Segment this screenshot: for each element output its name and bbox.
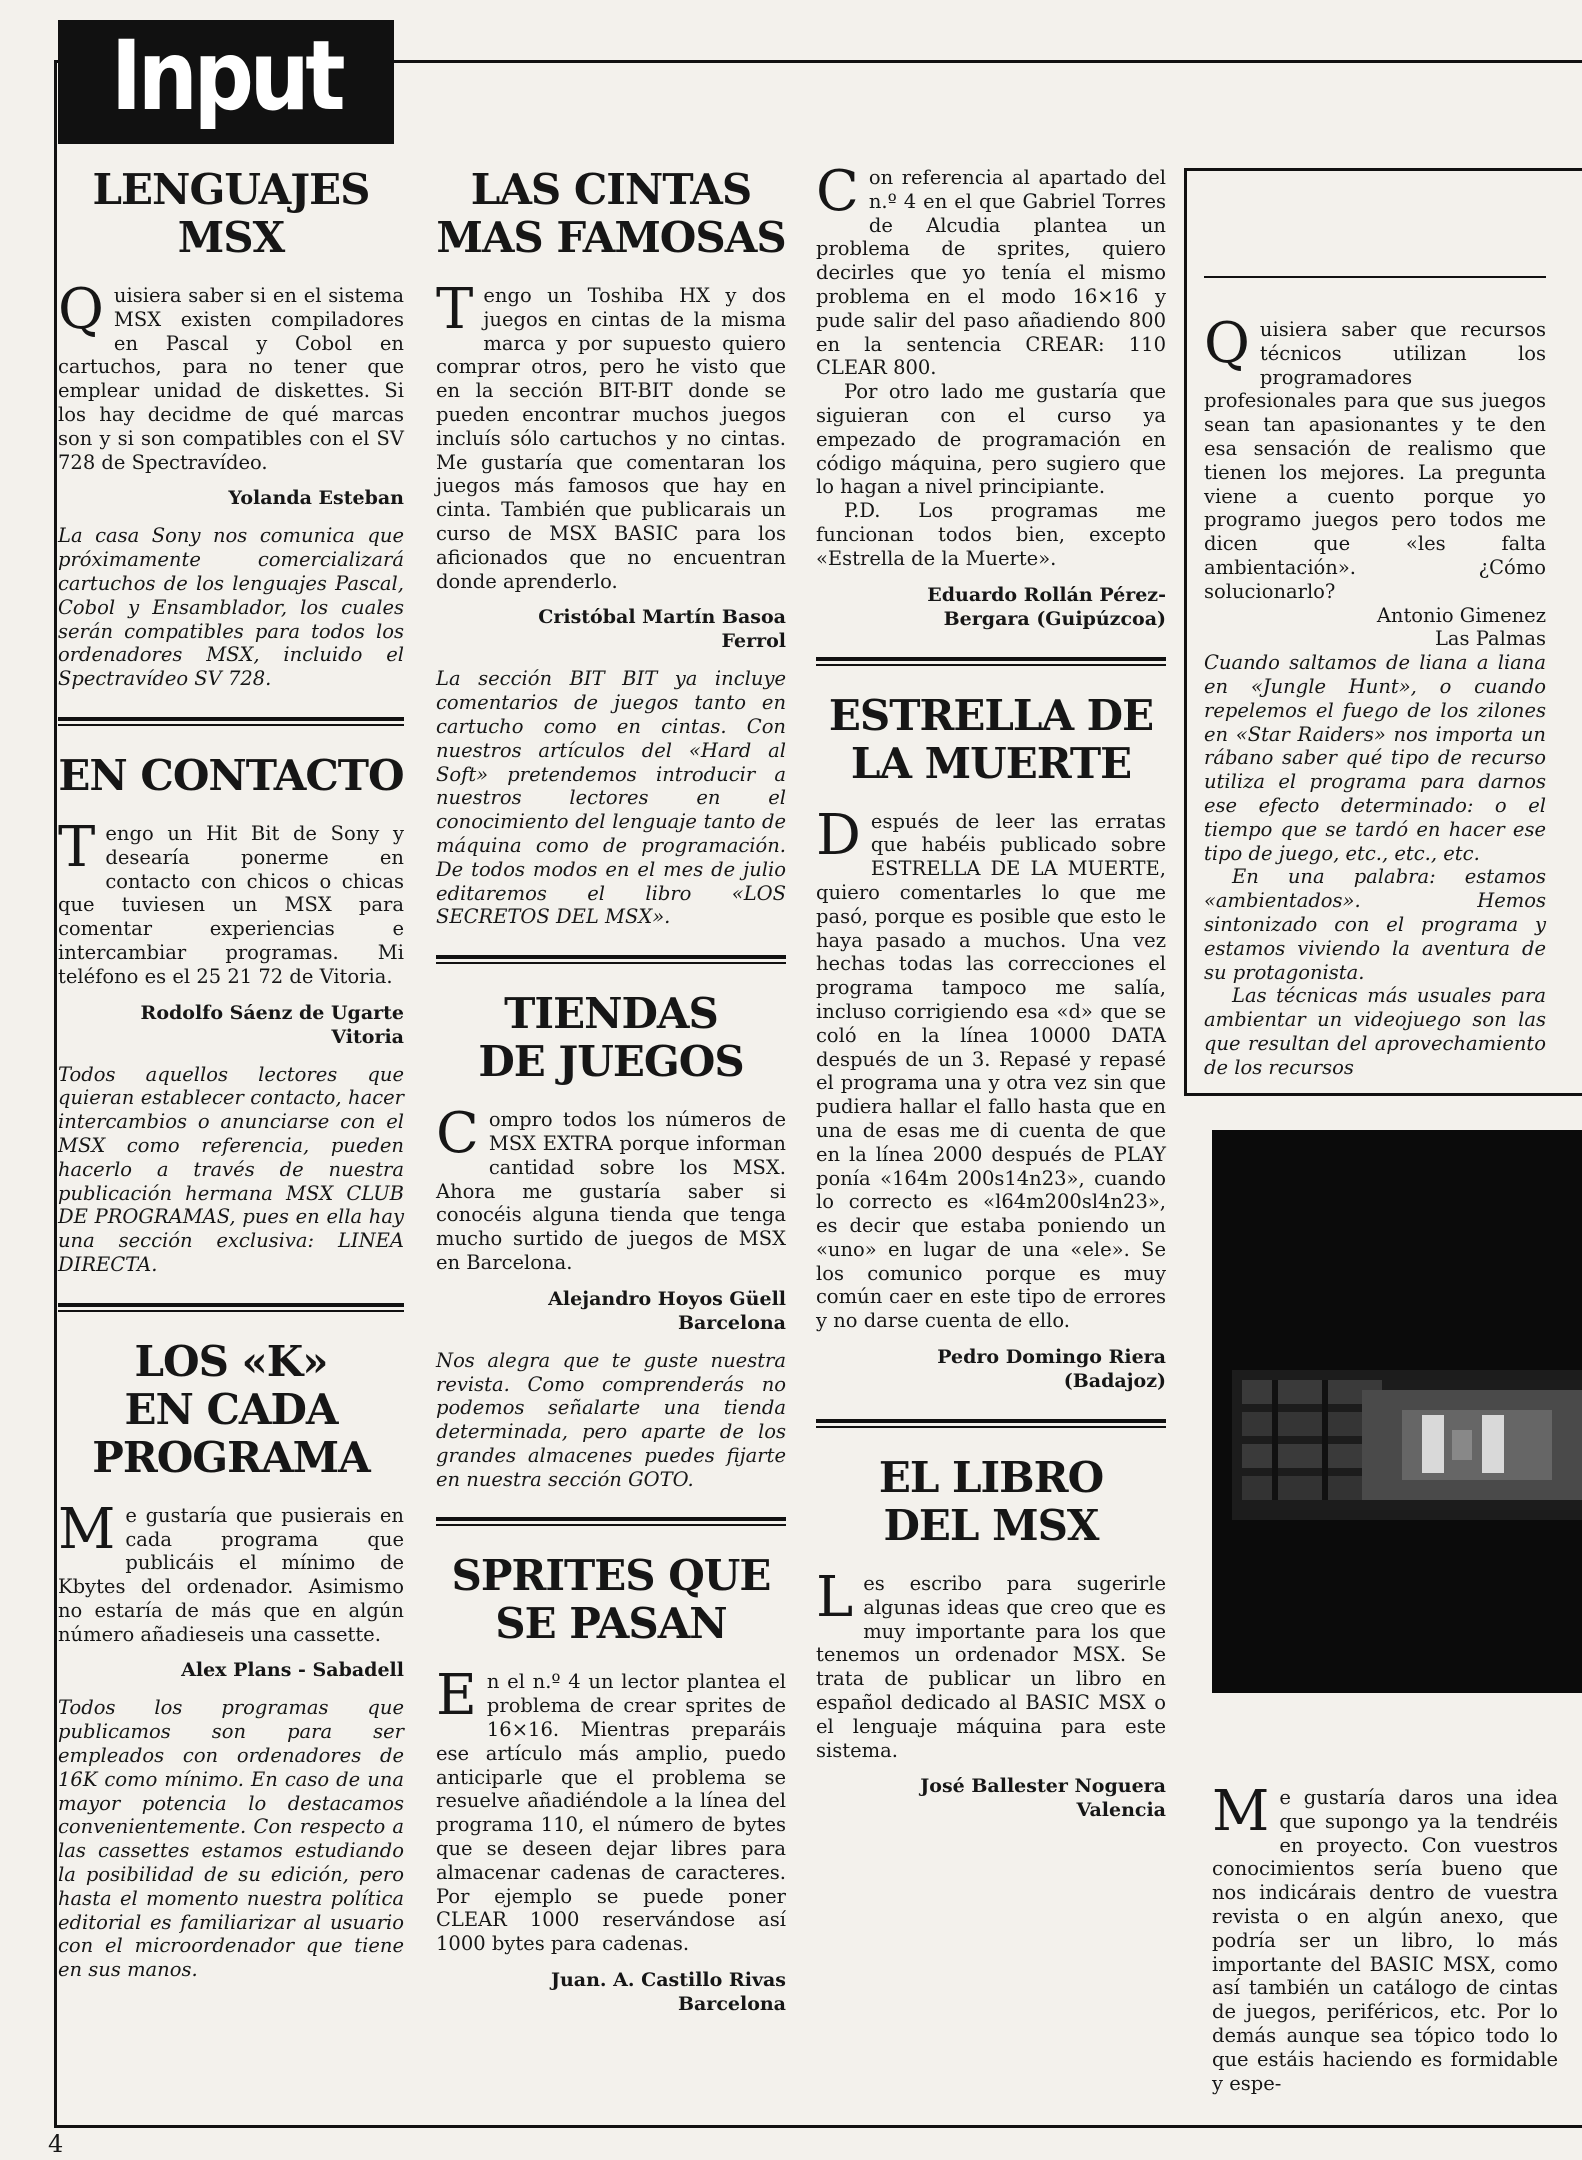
headline-estrella: ESTRELLA DE LA MUERTE	[828, 690, 1154, 788]
letter-body: Quisiera saber si en el sistema MSX existen compiladores en Pascal y Cobol en cartuchos, para no tener que emplear unidad de diskettes. Si los hay decidme de qué marcas son y si son compatibles con el SV 728 de Spectravídeo.	[58, 277, 404, 474]
column-4-bottom	[1212, 1779, 1558, 2095]
letter-signature: Yolanda Esteban	[228, 487, 404, 510]
letter-signature: Eduardo Rollán Pérez- Bergara (Guipúzcoa)	[927, 583, 1166, 630]
letter-body: Compro todos los números de MSX EXTRA porque informan cantidad sobre los MSX. Ahora me gustaría saber si conocéis alguna tienda que tenga mucho surtido de juegos de MSX en Barcelona.	[436, 1101, 786, 1274]
letter-signature: Pedro Domingo Riera (Badajoz)	[937, 1346, 1166, 1393]
section-divider	[58, 1303, 404, 1312]
letter-signature: José Ballester Noguera Valencia	[920, 1775, 1166, 1822]
letter-signature: Rodolfo Sáenz de Ugarte Vitoria	[140, 1001, 404, 1048]
headline-tiendas: TIENDAS DE JUEGOS	[478, 989, 744, 1087]
column-1	[58, 166, 404, 1982]
editor-reply-para: Las técnicas más usuales para ambientar un videojuego son las que resultan del aprovechamiento de los recursos	[1204, 984, 1546, 1079]
game-scene	[1212, 1130, 1582, 1693]
letter-body: Me gustaría que pusierais en cada programa que publicáis el mínimo de Kbytes del ordenador. Asimismo no estaría de más que en algún número añadieseis una cassette.	[58, 1496, 404, 1646]
letter-signature: Alejandro Hoyos Güell Barcelona	[548, 1287, 786, 1334]
letter-signature: Alex Plans - Sabadell	[181, 1659, 404, 1682]
headline-los-k: LOS «K» EN CADA PROGRAMA	[92, 1336, 370, 1482]
section-divider	[816, 657, 1166, 666]
letter-body: Me gustaría daros una idea que supongo ya la tendréis en proyecto. Con vuestros conocimientos sería bueno que nos indicárais dentro de vuestra revista o en algún anexo, que podría ser un libro, lo más importante del BASIC MSX, como así también un catálogo de cintas de juegos, periféricos, etc. Por lo demás aunque sea tópico todo lo que estáis haciendo es formidable y espe-	[1212, 1779, 1558, 2095]
headline-las-cintas: LAS CINTAS MAS FAMOSAS	[436, 165, 786, 262]
editor-reply-para: En una palabra: estamos «ambientados». Hemos sintonizado con el programa y estamos viviendo la aventura de su protagonista.	[1204, 865, 1546, 984]
headline-lenguajes-msx: LENGUAJES MSX	[92, 165, 370, 262]
headline-en-contacto: EN CONTACTO	[58, 750, 404, 800]
editor-reply: Nos alegra que te guste nuestra revista. Como comprenderás no podemos señalarte una tienda determinada, pero aparte de los grandes almacenes puedes fijarte en nuestra sección GOTO.	[436, 1348, 786, 1491]
page-number: 4	[48, 2130, 64, 2158]
editor-reply: La casa Sony nos comunica que próximamente comercializará cartuchos de los lenguajes Pascal, Cobol y Ensamblador, los cuales serán compatibles para todos los ordenadores MSX, incluido el Spectravídeo SV 728.	[58, 524, 404, 691]
editor-reply: La sección BIT BIT ya incluye comentarios de juegos tanto en cartucho como en cintas. Con nuestros artículos del «Hard al Soft» pretendemos introducir a nuestros lectores en el conocimiento del lenguaje tanto de máquina como de programación. De todos modos en el mes de julio editaremos el libro «LOS SECRETOS DEL MSX».	[436, 667, 786, 929]
section-divider	[816, 1419, 1166, 1428]
section-divider	[436, 955, 786, 964]
editor-reply: Todos aquellos lectores que quieran establecer contacto, hacer intercambios o anunciarse con el MSX como referencia, pueden hacerlo a través de nuestra publicación hermana MSX CLUB DE PROGRAMAS, pues en ella hay una sección exclusiva: LINEA DIRECTA.	[58, 1062, 404, 1276]
column-2	[436, 166, 786, 2030]
letter-body: Después de leer las erratas que habéis publicado sobre ESTRELLA DE LA MUERTE, quiero comentarles lo que me pasó, porque es posible que esto le haya pasado a muchos. Una vez hechas todas las correcciones el programa tampoco me salía, incluso corrigiendo esa «d» que se coló en la línea 10000 DATA después de un 3. Repasé y repasé el programa una y otra vez sin que pudiera hallar el fallo hasta que en una de esas me di cuenta de que en la línea 2000 después de PLAY ponía «164m 200s14n23», cuando lo correcto es «l64m200sl4n23», es decir que estaba poniendo un «uno» en lugar de una «ele». Se los comunico porque es muy común caer en este tipo de errores y no darse cuenta de ello.	[816, 802, 1166, 1333]
letter-body: Tengo un Hit Bit de Sony y desearía ponerme en contacto con chicos o chicas que tuviesen un MSX para comentar experiencias e intercambiar programas. Mi teléfono es el 25 21 72 de Vitoria.	[58, 814, 404, 988]
letter-body-para: P.D. Los programas me funcionan todos bien, excepto «Estrella de la Muerte».	[816, 499, 1166, 570]
letter-body: En el n.º 4 un lector plantea el problema de crear sprites de 16×16. Mientras preparáis ese artículo más amplio, puedo anticiparle que el problema se resuelve añadiéndole a la línea del programa 110, el número de bytes que se deseen dejar libres para almacenar cadenas de caracteres. Por ejemplo se puede poner CLEAR 1000 reservándose así 1000 bytes para cadenas.	[436, 1663, 786, 1956]
letter-body: Quisiera saber que recursos técnicos utilizan los programadores profesionales para que sus juegos sean tan apasionantes y te den esa sensación de realismo que tienen los mejores. La pregunta viene a cuento porque yo programo juegos pero todos me dicen que «les falta ambientación». ¿Cómo solucionarlo?	[1204, 311, 1546, 603]
letter-body: Les escribo para sugerirle algunas ideas que creo que es muy importante para los que tenemos un ordenador MSX. Se trata de publicar un libro en español dedicado al BASIC MSX o el lenguaje máquina para este sistema.	[816, 1565, 1166, 1762]
box-rule	[1204, 276, 1546, 278]
section-divider	[436, 1517, 786, 1526]
headline-sprites: SPRITES QUE SE PASAN	[451, 1551, 771, 1649]
headline-libro: EL LIBRO DEL MSX	[878, 1453, 1104, 1551]
letter-signature: Cristóbal Martín Basoa Ferrol	[538, 606, 786, 653]
column-4	[1204, 276, 1546, 1080]
editor-reply: Todos los programas que publicamos son para ser empleados con ordenadores de 16K como mínimo. En caso de una mayor potencia lo destacamos convenientemente. Con respecto a las cassettes estamos estudiando la posibilidad de su edición, pero hasta el momento nuestra política editorial es familiarizar al usuario con el microordenador que tiene en sus manos.	[58, 1696, 404, 1982]
editor-reply: Cuando saltamos de liana a liana en «Jungle Hunt», o cuando repelemos el fuego de los zilones en «Star Raiders» nos importa un rábano saber qué tipo de recurso utiliza el programa para darnos ese efecto determinado: o el tiempo que se tardó en hacer ese tipo de juego, etc., etc., etc.	[1204, 651, 1546, 865]
section-masthead: Input	[58, 20, 394, 144]
letter-body: Tengo un Toshiba HX y dos juegos en cintas de la misma marca y por supuesto quiero comprar otros, pero he visto que en la sección BIT-BIT donde se pueden encontrar muchos juegos incluís sólo cartuchos y no cintas. Me gustaría que comentaran los juegos más famosos que hay en cinta. También que publicarais un curso de MSX BASIC para los aficionados que no encuentran donde aprenderlo.	[436, 277, 786, 593]
letter-signature: Juan. A. Castillo Rivas Barcelona	[550, 1969, 786, 2016]
column-3	[816, 159, 1166, 1836]
letter-body-para: Por otro lado me gustaría que siguieran con el curso ya empezado de programación en código máquina, pero sugiero que lo hagan a nivel principiante.	[816, 380, 1166, 499]
letter-body: Con referencia al apartado del n.º 4 en el que Gabriel Torres de Alcudia plantea un problema de sprites, quiero decirles que yo tenía el mismo problema en el modo 16×16 y pude salir del paso añadiendo 800 en la sentencia CREAR: 110 CLEAR 800.	[816, 159, 1166, 380]
game-screenshot	[1212, 1130, 1582, 1693]
letter-signature: Antonio Gimenez Las Palmas	[1376, 603, 1546, 651]
section-divider	[58, 717, 404, 726]
